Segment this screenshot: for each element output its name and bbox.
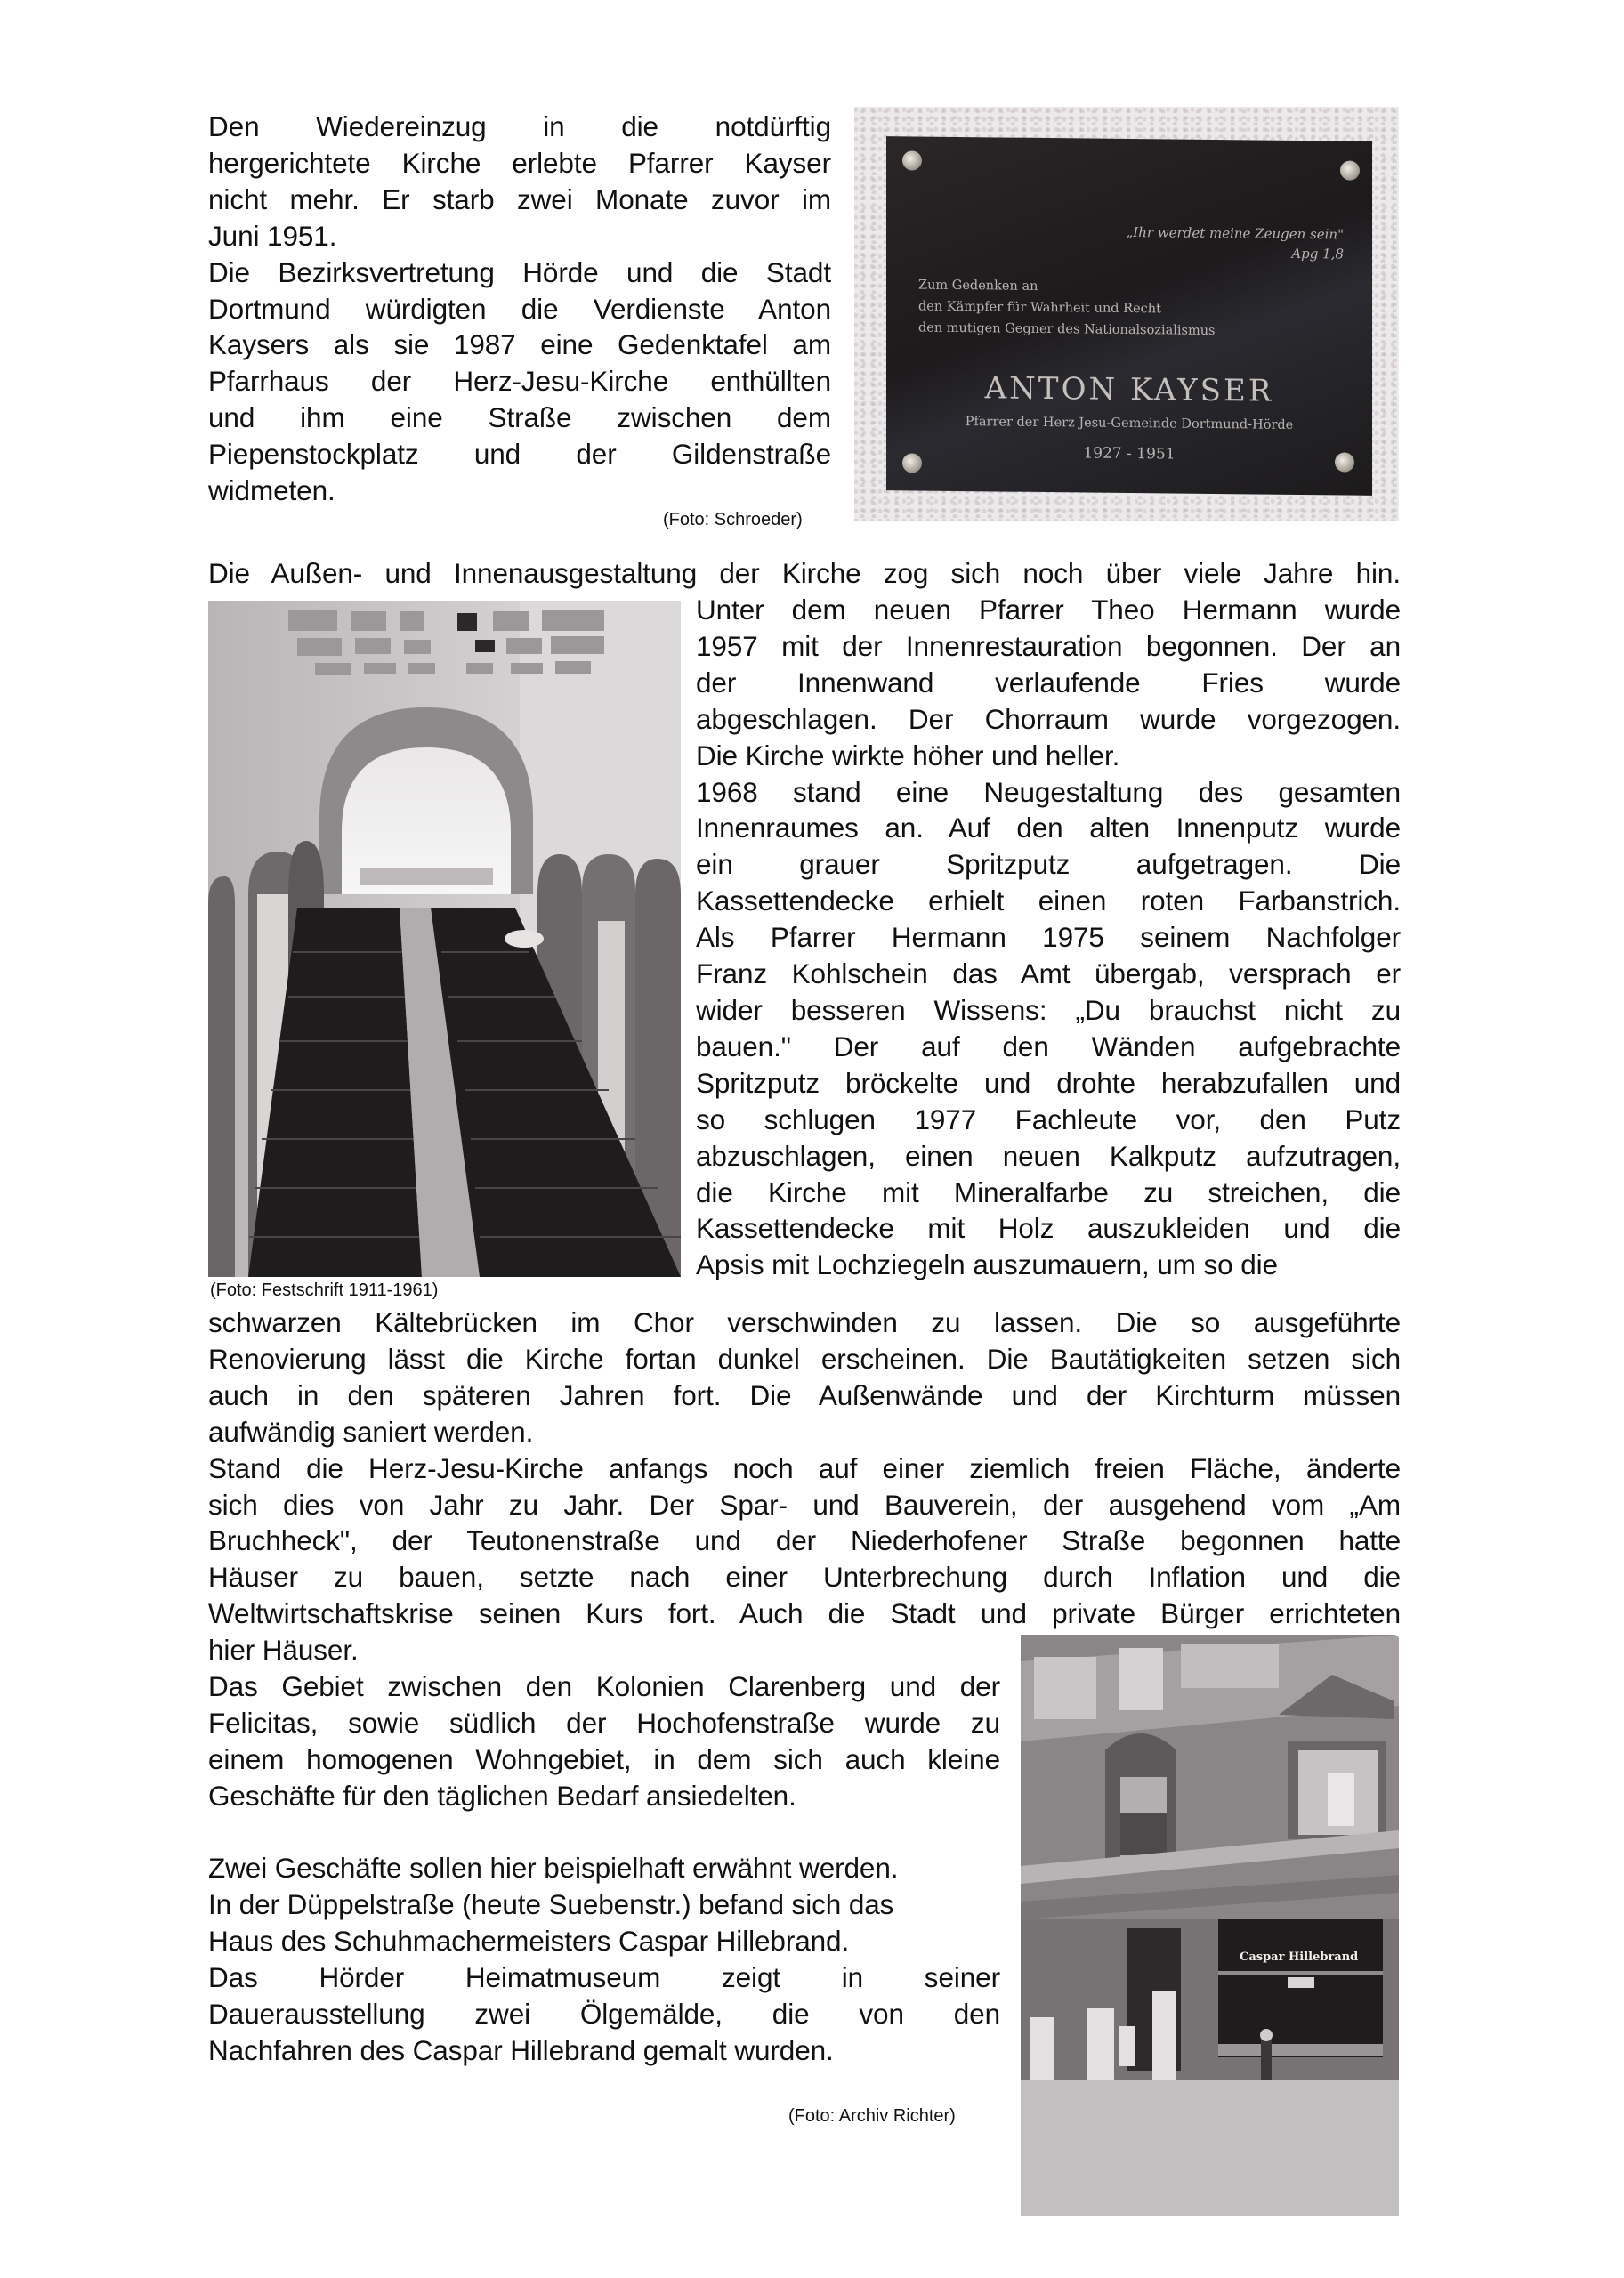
plaque-name: ANTON KAYSER [984,370,1274,409]
text-line: Die Außen- und Innenausgestaltung der Kirche zog sich noch über viele Jahre hin. [208,557,1401,589]
text-line: Den Wiedereinzug in die notdürftig [208,110,831,142]
restoration-text-block [696,592,1401,1283]
text-line: hier Häuser. [208,1634,359,1666]
text-line: Die Kirche wirkte höher und heller. [696,739,1120,771]
text-line: Piepenstockplatz und der Gildenstraße [208,438,831,471]
construction-text-block [208,1305,1401,1632]
text-line: In der Düppelstraße (heute Suebenstr.) befand sich das [208,1888,894,1921]
full-width-line [208,555,1401,592]
text-line: 1957 mit der Innenrestauration begonnen. Der an [696,629,1401,662]
text-line: bauen." Der auf den Wänden aufgebrachte [696,1030,1401,1062]
text-line: ein grauer Spritzputz aufgetragen. Die [696,848,1401,881]
text-line: so schlugen 1977 Fachleute vor, den Putz [696,1103,1401,1135]
text-line: auch in den späteren Jahren fort. Die Außenwände und der Kirchturm müssen [208,1378,1401,1411]
text-line: Kaysers als sie 1987 eine Gedenktafel am [208,328,831,361]
plaque-dedication-line: den Kämpfer für Wahrheit und Recht [918,299,1161,317]
plaque-quote [1127,222,1344,264]
text-line: Geschäfte für den täglichen Bedarf ansiedelten. [208,1779,796,1812]
plaque-dedication-line: den mutigen Gegner des Nationalsozialismus [918,320,1216,339]
plaque-dedication-line: Zum Gedenken an [918,278,1038,294]
text-line: schwarzen Kältebrücken im Chor verschwinden zu lassen. Die so ausgeführte [208,1306,1401,1338]
spacer-line [208,1814,1000,1851]
text-line: Renovierung lässt die Kirche fortan dunkel erscheinen. Die Bautätigkeiten setzen sich [208,1342,1401,1375]
text-line: Dortmund würdigten die Verdienste Anton [208,292,831,325]
text-line: Häuser zu bauen, setzte nach einer Unterbrechung durch Inflation und die [208,1561,1401,1594]
text-line: Zwei Geschäfte sollen hier beispielhaft erwähnt werden. [208,1852,899,1885]
photo-caption-archiv-richter: (Foto: Archiv Richter) [788,2106,956,2126]
text-line: Franz Kohlschein das Amt übergab, versprach er [696,957,1401,990]
text-line: Innenraumes an. Auf den alten Innenputz wurde [696,812,1401,844]
plaque-dedication [918,275,1215,342]
text-line: Das Hörder Heimatmuseum zeigt in seiner [208,1961,1000,1994]
text-line: Juni 1951. [208,219,337,252]
text-line: abgeschlagen. Der Chorraum wurde vorgezogen. [696,702,1401,735]
text-line: wider besseren Wissens: „Du brauchst nicht zu [696,993,1401,1026]
text-line: Pfarrhaus der Herz-Jesu-Kirche enthüllten [208,365,831,398]
memorial-plaque-photo [854,107,1399,521]
shop-building-photo [1021,1635,1399,2216]
bolt-icon [1340,160,1360,180]
shop-building-image [1021,1635,1399,2216]
text-line: Stand die Herz-Jesu-Kirche anfangs noch auf einer ziemlich freien Fläche, änderte [208,1451,1401,1484]
shop-sign: Caspar Hillebrand [1240,1951,1359,1964]
text-line: der Innenwand verlaufende Fries wurde [696,666,1401,699]
text-line: Spritzputz bröckelte und drohte herabzufallen und [696,1066,1401,1099]
text-line: und ihm eine Straße zwischen dem [208,401,831,434]
settlement-text-block [208,1632,1000,2069]
text-line: Als Pfarrer Hermann 1975 seinem Nachfolger [696,921,1401,954]
text-line: Bruchheck", der Teutonenstraße und der Niederhofener Straße begonnen hatte [208,1524,1401,1557]
plaque-quote-text: „Ihr werdet meine Zeugen sein" [1126,223,1344,243]
text-line: 1968 stand eine Neugestaltung des gesamten [696,775,1401,808]
text-line: Haus des Schuhmachermeisters Caspar Hillebrand. [208,1925,850,1958]
text-line: Kassettendecke mit Holz auszukleiden und die [696,1212,1401,1245]
plaque-years: 1927 - 1951 [1083,444,1176,464]
bolt-icon [902,150,922,170]
photo-caption-festschrift: (Foto: Festschrift 1911-1961) [210,1280,439,1300]
text-line: Dauerausstellung zwei Ölgemälde, die von den [208,1998,1000,2031]
text-line: einem homogenen Wohngebiet, in dem sich auch kleine [208,1742,1000,1775]
text-line: die Kirche mit Mineralfarbe zu streichen, die [696,1175,1401,1208]
text-line: Kassettendecke erhielt einen roten Farbanstrich. [696,885,1401,917]
text-line: sich dies von Jahr zu Jahr. Der Spar- und Bauverein, der ausgehend vom „Am [208,1488,1401,1521]
memorial-plaque [886,136,1372,496]
photo-caption-schroeder: (Foto: Schroeder) [663,510,803,529]
text-line: Die Bezirksvertretung Hörde und die Stadt [208,255,831,288]
plaque-quote-ref: Apg 1,8 [1291,245,1344,263]
text-line: Unter dem neuen Pfarrer Theo Hermann wurde [696,594,1401,626]
text-line: Apsis mit Lochziegeln auszumauern, um so die [696,1248,1278,1281]
text-line: Weltwirtschaftskrise seinen Kurs fort. Auch die Stadt und private Bürger errichteten [208,1597,1401,1630]
text-line: Das Gebiet zwischen den Kolonien Clarenberg und der [208,1669,1000,1702]
church-interior-image [208,601,681,1277]
text-line: Nachfahren des Caspar Hillebrand gemalt wurden. [208,2033,834,2066]
text-line: widmeten. [208,474,335,507]
text-line: abzuschlagen, einen neuen Kalkputz aufzutragen, [696,1139,1401,1172]
text-line: Felicitas, sowie südlich der Hochofenstraße wurde zu [208,1706,1000,1739]
plaque-role: Pfarrer der Herz Jesu-Gemeinde Dortmund-Hörde [965,415,1294,432]
text-line: nicht mehr. Er starb zwei Monate zuvor im [208,182,831,215]
intro-text-block [208,109,831,509]
church-interior-photo [208,601,681,1277]
text-line: aufwändig saniert werden. [208,1415,534,1448]
text-line: hergerichtete Kirche erlebte Pfarrer Kayser [208,146,831,179]
